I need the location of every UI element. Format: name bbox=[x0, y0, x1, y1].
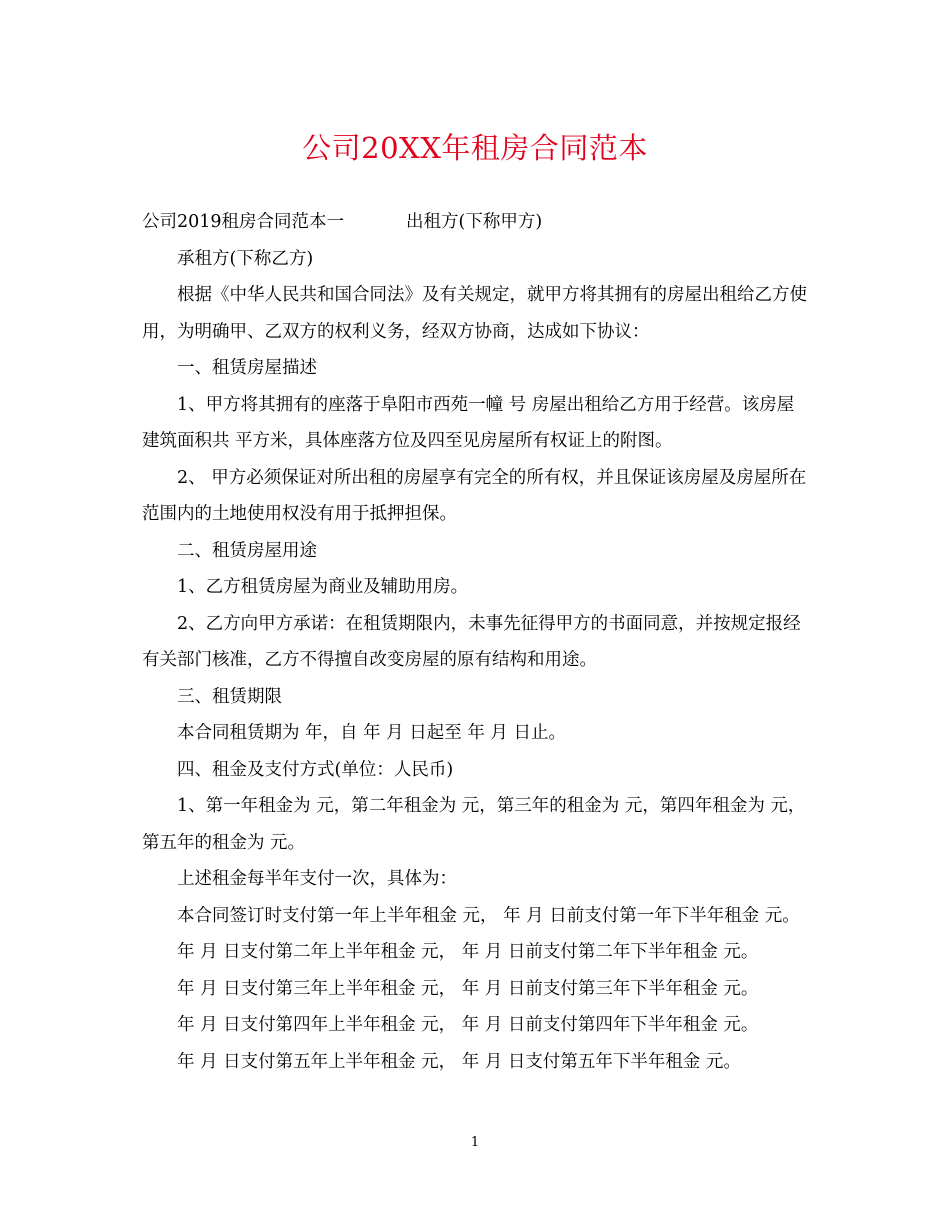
intro-right: 出租方(下称甲方) bbox=[406, 212, 543, 232]
paragraph: 本合同租赁期为 年，自 年 月 日起至 年 月 日止。 bbox=[177, 723, 566, 743]
payment-line: 年 月 日支付第五年上半年租金 元， 年 月 日支付第五年下半年租金 元。 bbox=[177, 1051, 741, 1072]
paragraph: 1、乙方租赁房屋为商业及辅助用房。 bbox=[177, 577, 469, 597]
paragraph: 1、第一年租金为 元，第二年租金为 元，第三年的租金为 元，第四年租金为 元，第五年的租金为 元。 bbox=[142, 796, 806, 853]
page-number: 1 bbox=[470, 1135, 480, 1150]
paragraph: 承租方(下称乙方) bbox=[177, 248, 314, 269]
document-body bbox=[142, 204, 810, 1080]
paragraph: 本合同签订时支付第一年上半年租金 元， 年 月 日前支付第一年下半年租金 元。 bbox=[177, 905, 800, 926]
section-heading: 四、租金及支付方式(单位：人民币) bbox=[177, 759, 454, 780]
paragraph: 2、 甲方必须保证对所出租的房屋享有完全的所有权，并且保证该房屋及房屋所在范围内的土地使用权没有用于抵押担保。 bbox=[142, 467, 807, 524]
payment-line: 年 月 日支付第三年上半年租金 元， 年 月 日前支付第三年下半年租金 元。 bbox=[177, 978, 759, 999]
paragraph: 根据《中华人民共和国合同法》及有关规定，就甲方将其拥有的房屋出租给乙方使用，为明确甲、乙双方的权利义务，经双方协商，达成如下协议： bbox=[142, 285, 807, 342]
section-heading: 二、租赁房屋用途 bbox=[177, 540, 317, 561]
payment-line: 年 月 日支付第四年上半年租金 元， 年 月 日前支付第四年下半年租金 元。 bbox=[177, 1015, 759, 1035]
document-title: 公司20XX年租房合同范本 bbox=[302, 131, 648, 165]
intro-line bbox=[142, 204, 810, 241]
section-heading: 三、租赁期限 bbox=[177, 686, 282, 707]
paragraph: 2、乙方向甲方承诺：在租赁期限内，未事先征得甲方的书面同意，并按规定报经有关部门核准，乙方不得擅自改变房屋的原有结构和用途。 bbox=[142, 613, 801, 670]
section-heading: 一、租赁房屋描述 bbox=[177, 358, 317, 378]
paragraph: 上述租金每半年支付一次，具体为： bbox=[177, 869, 457, 889]
intro-left: 公司2019租房合同范本一 bbox=[142, 212, 345, 232]
paragraph: 1、甲方将其拥有的座落于阜阳市西苑一幢 号 房屋出租给乙方用于经营。该房屋建筑面积共 平方米，具体座落方位及四至见房屋所有权证上的附图。 bbox=[142, 394, 795, 451]
payment-line: 年 月 日支付第二年上半年租金 元， 年 月 日前支付第二年下半年租金 元。 bbox=[177, 942, 759, 962]
